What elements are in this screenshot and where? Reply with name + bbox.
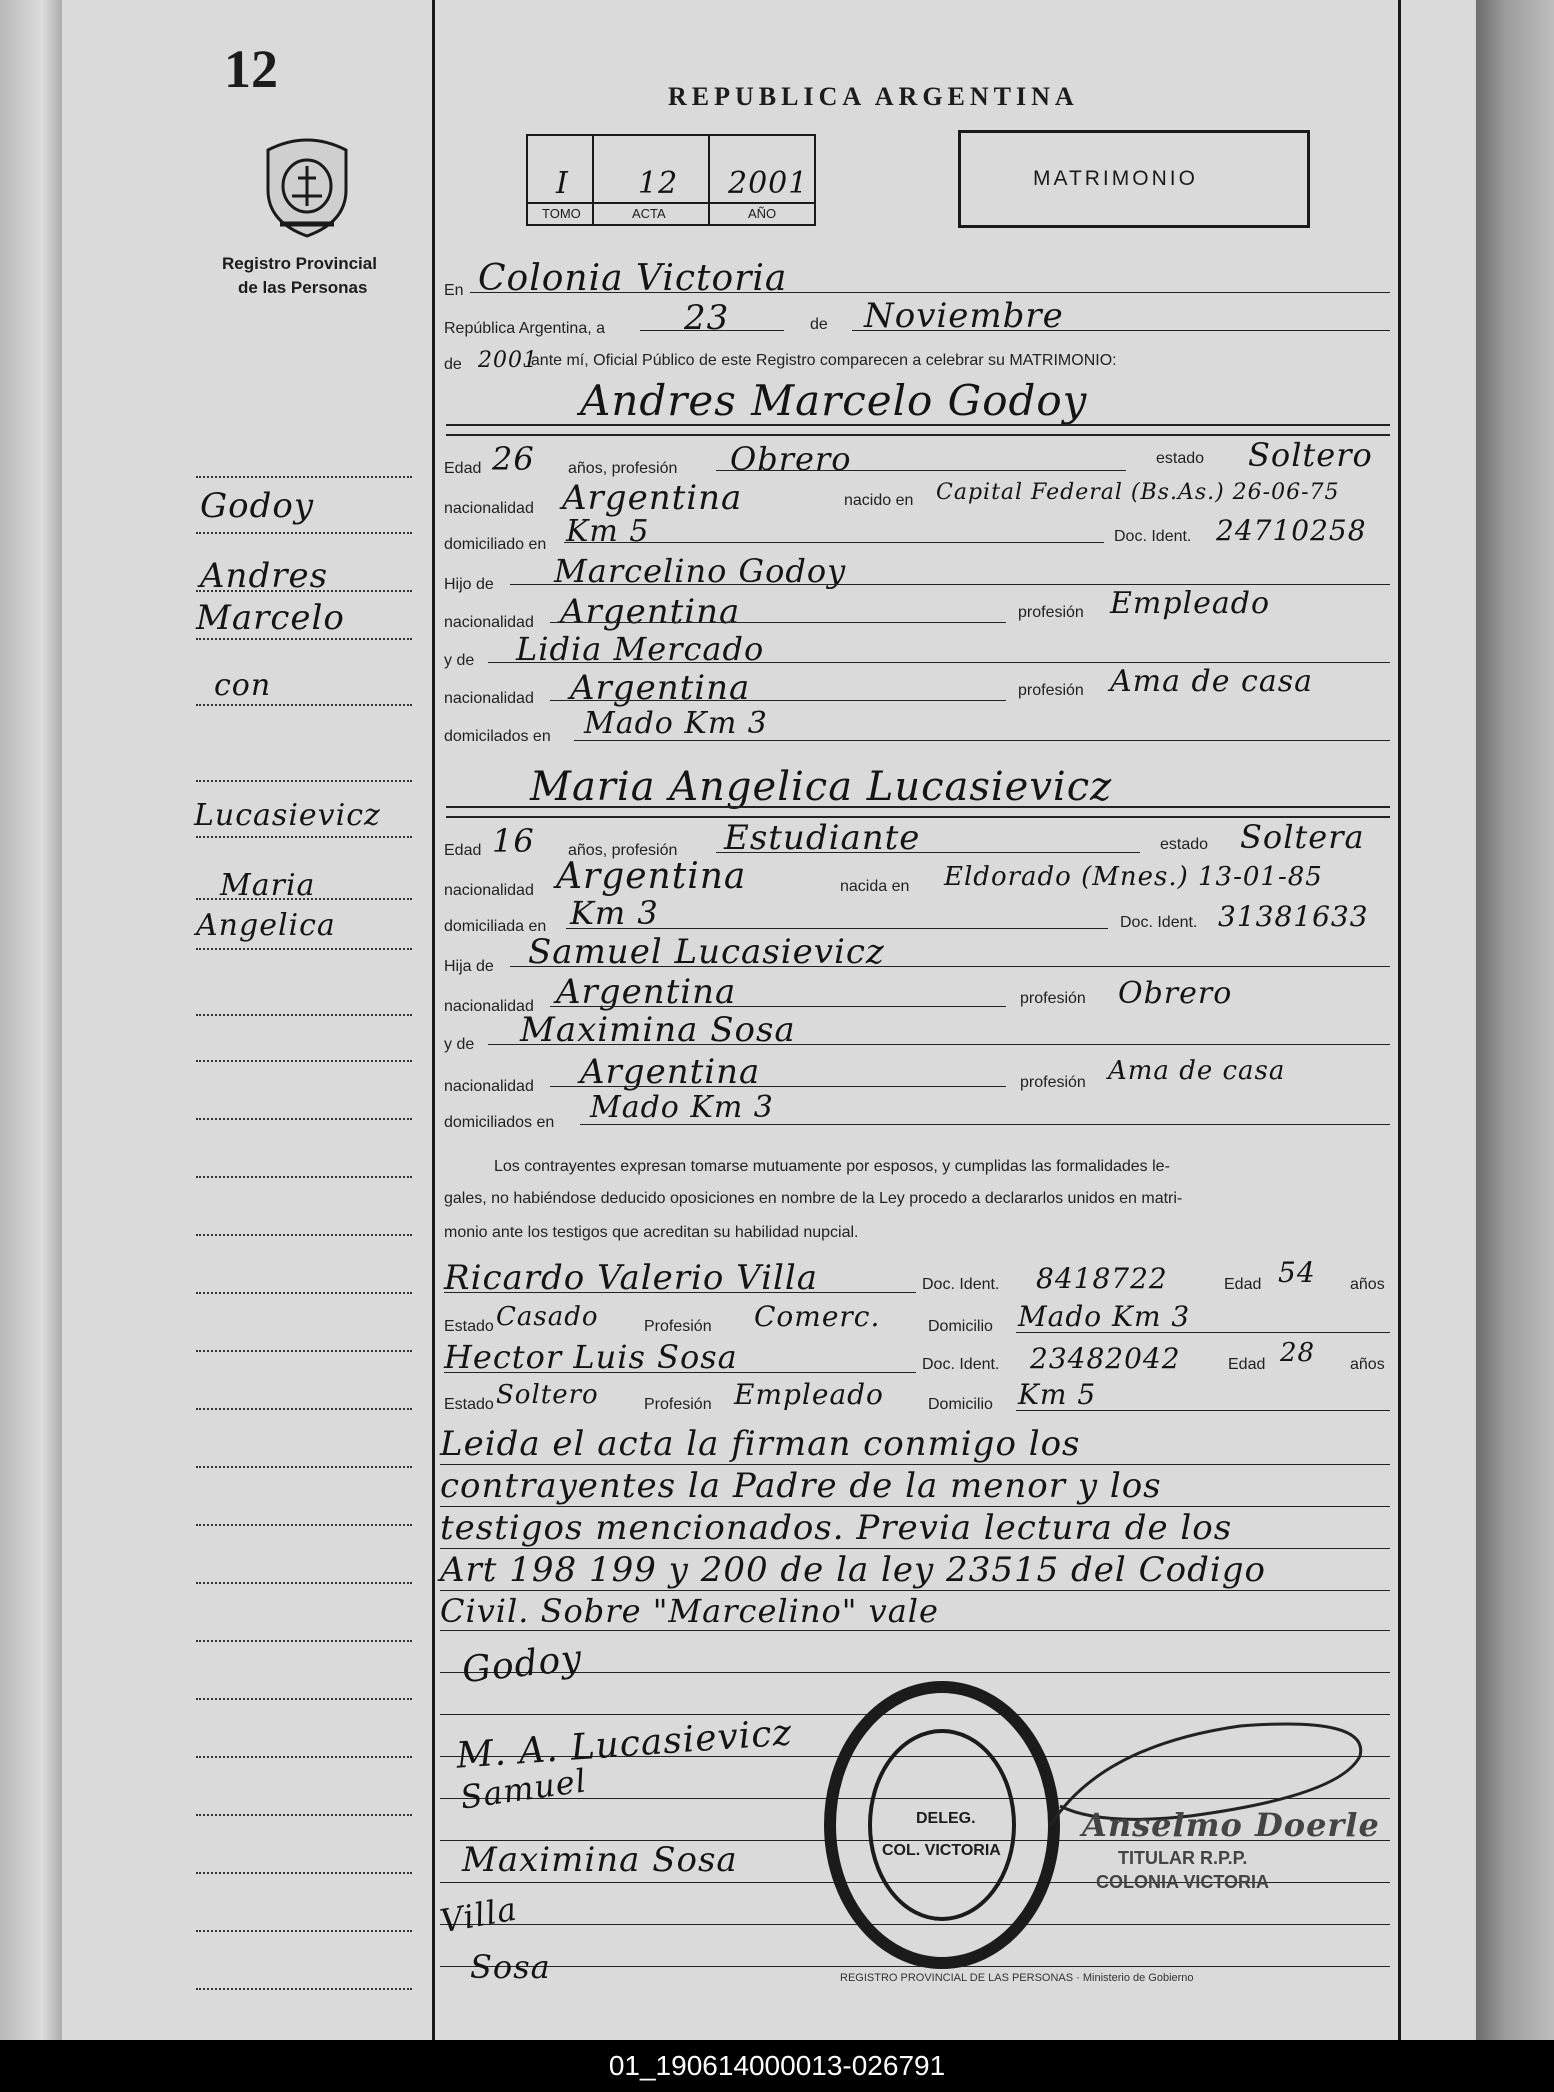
bride-doc-label: Doc. Ident.	[1120, 914, 1198, 931]
signature: Villa	[437, 1889, 521, 1941]
seal-center-2: COL. VICTORIA	[882, 1842, 1001, 1859]
margin-note: Andres	[200, 556, 329, 596]
rule	[852, 330, 1390, 331]
groom-dom-padres-label: domicilados en	[444, 728, 551, 745]
margin-note: Angelica	[196, 908, 336, 943]
margin-rule	[196, 1698, 412, 1700]
bride-yde-label: y de	[444, 1036, 475, 1053]
country-title: REPUBLICA ARGENTINA	[668, 82, 1079, 111]
witness-1-edad: 54	[1278, 1256, 1316, 1289]
bride-domicilio: Km 3	[570, 894, 659, 932]
groom-nacido: Capital Federal (Bs.As.) 26-06-75	[936, 480, 1340, 505]
groom-edad-label: Edad	[444, 460, 482, 477]
signature: Sosa	[470, 1948, 551, 1986]
margin-rule	[196, 1408, 412, 1410]
left-divider	[432, 0, 435, 2040]
witness-1-edad-label: Edad	[1224, 1276, 1262, 1293]
groom-yde-label: y de	[444, 652, 475, 669]
rule	[1016, 1332, 1390, 1333]
bride-anos-label: años, profesión	[568, 842, 678, 859]
margin-rule	[196, 948, 412, 950]
margin-rule	[196, 1014, 412, 1016]
groom-profesion: Obrero	[730, 440, 852, 478]
closing-line-4: Art 198 199 y 200 de la ley 23515 del Codigo	[440, 1550, 1266, 1590]
bride-prof-madre-label: profesión	[1020, 1074, 1086, 1091]
signature: M. A. Lucasievicz	[454, 1712, 794, 1777]
rule	[440, 1590, 1390, 1591]
groom-doc: 24710258	[1216, 514, 1367, 547]
image-id: 01_190614000013-026791	[608, 2050, 946, 2081]
witness-2-profesion: Empleado	[734, 1378, 884, 1411]
margin-rule	[196, 532, 412, 534]
witness-2-edad-label: Edad	[1228, 1356, 1266, 1373]
bride-estado: Soltera	[1240, 818, 1365, 856]
margin-rule	[196, 1176, 412, 1178]
registry-name-1: Registro Provincial	[222, 254, 377, 273]
act-type-box	[958, 130, 1310, 228]
bride-estado-label: estado	[1160, 836, 1209, 853]
rule	[440, 1548, 1390, 1549]
groom-anos-label: años, profesión	[568, 460, 678, 477]
rule	[510, 584, 1390, 585]
act-type: MATRIMONIO	[1033, 167, 1198, 190]
groom-nac-label: nacionalidad	[444, 500, 534, 517]
republica-label: República Argentina, a	[444, 320, 605, 337]
bride-edad: 16	[492, 822, 535, 860]
witness-1-doc: 8418722	[1036, 1262, 1168, 1295]
groom-nacionalidad: Argentina	[562, 478, 743, 518]
bride-dom-label: domiciliada en	[444, 918, 547, 935]
margin-rule	[196, 638, 412, 640]
ano-label: AÑO	[748, 206, 777, 221]
rule	[440, 1464, 1390, 1465]
day: 23	[684, 298, 730, 338]
month: Noviembre	[864, 296, 1064, 336]
rule	[640, 330, 784, 331]
rule	[716, 852, 1140, 853]
ano-value: 2001	[728, 166, 809, 201]
margin-rule	[196, 1930, 412, 1932]
rule	[446, 424, 1390, 426]
witness-1-anos-label: años	[1350, 1276, 1385, 1293]
groom-prof-padre: Empleado	[1110, 586, 1271, 621]
margin-rule	[196, 1060, 412, 1062]
witness-1-estado-label: Estado	[444, 1318, 494, 1335]
witness-2-estado: Soltero	[496, 1380, 599, 1410]
closing-line-3: testigos mencionados. Previa lectura de los	[440, 1508, 1233, 1548]
witness-1-profesion: Comerc.	[754, 1300, 881, 1333]
acta-value: 12	[638, 166, 679, 201]
margin-note: con	[214, 668, 272, 703]
declaration-line-1: Los contrayentes expresan tomarse mutuamente por esposos, y cumplidas las formalidades le-	[494, 1158, 1170, 1175]
margin-rule	[196, 836, 412, 838]
margin-rule	[196, 476, 412, 478]
acta-label: ACTA	[632, 206, 666, 221]
witness-2-prof-label: Profesión	[644, 1396, 712, 1413]
margin-rule	[196, 1118, 412, 1120]
bride-nac-padre: Argentina	[556, 972, 737, 1012]
groom-domicilio: Km 5	[566, 514, 650, 549]
margin-rule	[196, 1292, 412, 1294]
margin-rule	[196, 704, 412, 706]
witness-1-estado: Casado	[496, 1302, 599, 1332]
groom-dom-padres: Mado Km 3	[584, 706, 768, 741]
margin-note: Lucasievicz	[194, 798, 381, 833]
de19-label: de	[444, 356, 462, 373]
groom-dom-label: domiciliado en	[444, 536, 547, 553]
bride-nac-madre: Argentina	[580, 1052, 761, 1092]
year: 2001	[478, 348, 538, 373]
groom-edad: 26	[492, 440, 535, 478]
groom-madre: Lidia Mercado	[516, 630, 765, 668]
bride-madre: Maximina Sosa	[520, 1010, 796, 1050]
margin-rule	[196, 1988, 412, 1990]
witness-2-anos-label: años	[1350, 1356, 1385, 1373]
bride-prof-padre-label: profesión	[1020, 990, 1086, 1007]
rule	[550, 622, 1006, 623]
margin-note: Marcelo	[196, 598, 345, 638]
en-label: En	[444, 282, 464, 299]
ante-text: , ante mí, Oficial Público de este Registro comparecen a celebrar su MATRIMONIO:	[522, 352, 1117, 369]
bride-edad-label: Edad	[444, 842, 482, 859]
declaration-line-3: monio ante los testigos que acreditan su habilidad nupcial.	[444, 1224, 859, 1241]
rule	[488, 1044, 1390, 1045]
rule	[446, 806, 1390, 808]
margin-rule	[196, 1350, 412, 1352]
rule	[550, 700, 1006, 701]
groom-doc-label: Doc. Ident.	[1114, 528, 1192, 545]
bride-nac-label: nacionalidad	[444, 882, 534, 899]
official-office: COLONIA VICTORIA	[1096, 1872, 1270, 1892]
closing-line-1: Leida el acta la firman conmigo los	[440, 1424, 1081, 1464]
groom-prof-padre-label: profesión	[1018, 604, 1084, 621]
rule	[550, 1086, 1006, 1087]
groom-prof-madre-label: profesión	[1018, 682, 1084, 699]
groom-estado-label: estado	[1156, 450, 1205, 467]
margin-note: Maria	[220, 868, 316, 903]
groom-nac-padre-label: nacionalidad	[444, 614, 534, 631]
groom-estado: Soltero	[1248, 436, 1373, 474]
rule	[440, 1506, 1390, 1507]
margin-rule	[196, 1466, 412, 1468]
bride-doc: 31381633	[1218, 900, 1369, 933]
margin-note: Godoy	[200, 486, 315, 526]
page-edge	[1476, 0, 1554, 2040]
bride-nac-madre-label: nacionalidad	[444, 1078, 534, 1095]
bride-prof-madre: Ama de casa	[1108, 1056, 1286, 1086]
bride-profesion: Estudiante	[724, 818, 921, 858]
bride-hija-label: Hija de	[444, 958, 494, 975]
rule	[574, 740, 1390, 741]
rule	[440, 1630, 1390, 1631]
bride-nacida-label: nacida en	[840, 878, 910, 895]
bride-nac-padre-label: nacionalidad	[444, 998, 534, 1015]
rule	[716, 470, 1126, 471]
groom-nac-padre: Argentina	[560, 592, 741, 632]
registry-name-2: de las Personas	[238, 278, 368, 297]
witness-2-name: Hector Luis Sosa	[444, 1338, 738, 1376]
rule	[566, 928, 1108, 929]
tomo-value: I	[556, 166, 569, 201]
bride-name: Maria Angelica Lucasievicz	[530, 764, 1113, 810]
groom-hijo-label: Hijo de	[444, 576, 494, 593]
witness-2-doc-label: Doc. Ident.	[922, 1356, 1000, 1373]
margin-rule	[196, 1640, 412, 1642]
seal-center-1: DELEG.	[916, 1810, 976, 1827]
rule	[444, 1292, 916, 1293]
margin-rule	[196, 1872, 412, 1874]
witness-2-dom-label: Domicilio	[928, 1396, 993, 1413]
bride-nacionalidad: Argentina	[556, 856, 747, 897]
margin-rule	[196, 1756, 412, 1758]
rule	[510, 966, 1390, 967]
rule	[470, 292, 1390, 293]
witness-1-prof-label: Profesión	[644, 1318, 712, 1335]
acta-reference-box	[526, 134, 816, 226]
bride-nacida: Eldorado (Mnes.) 13-01-85	[944, 862, 1323, 892]
signature: Maximina Sosa	[462, 1840, 738, 1880]
bride-dom-padres-label: domiciliados en	[444, 1114, 555, 1131]
bride-prof-padre: Obrero	[1118, 976, 1233, 1011]
margin-rule	[196, 1234, 412, 1236]
margin-rule	[196, 1814, 412, 1816]
groom-padre: Marcelino Godoy	[554, 552, 847, 590]
official-signature: Anselmo Doerle	[1082, 1806, 1380, 1844]
witness-2-edad: 28	[1280, 1338, 1316, 1368]
rule	[564, 542, 1104, 543]
bride-padre: Samuel Lucasievicz	[528, 932, 885, 972]
provincial-emblem-icon	[258, 130, 356, 238]
right-divider	[1398, 0, 1401, 2040]
groom-nac-madre-label: nacionalidad	[444, 690, 534, 707]
place: Colonia Victoria	[478, 258, 788, 299]
margin-rule	[196, 780, 412, 782]
tomo-label: TOMO	[542, 206, 581, 221]
witness-1-doc-label: Doc. Ident.	[922, 1276, 1000, 1293]
closing-line-5: Civil. Sobre "Marcelino" vale	[440, 1592, 939, 1630]
page-number: 12	[224, 39, 278, 99]
official-title: TITULAR R.P.P.	[1118, 1848, 1248, 1868]
margin-rule	[196, 1582, 412, 1584]
witness-1-dom-label: Domicilio	[928, 1318, 993, 1335]
margin-rule	[196, 1524, 412, 1526]
de-label: de	[810, 316, 828, 333]
rule	[488, 662, 1390, 663]
bride-dom-padres: Mado Km 3	[590, 1090, 774, 1125]
groom-name: Andres Marcelo Godoy	[580, 376, 1088, 425]
witness-2-doc: 23482042	[1030, 1342, 1181, 1375]
closing-line-2: contrayentes la Padre de la menor y los	[440, 1466, 1162, 1506]
groom-nac-madre: Argentina	[570, 668, 751, 708]
rule	[550, 1006, 1006, 1007]
rule	[1016, 1410, 1390, 1411]
witness-1-domicilio: Mado Km 3	[1018, 1300, 1191, 1333]
declaration-line-2: gales, no habiéndose deducido oposiciones en nombre de la Ley procedo a declararlos unidos en matri-	[444, 1190, 1183, 1207]
groom-prof-madre: Ama de casa	[1110, 664, 1313, 699]
seal-ring-text: REGISTRO PROVINCIAL DE LAS PERSONAS · Ministerio de Gobierno	[840, 1972, 1194, 1984]
witness-1-name: Ricardo Valerio Villa	[444, 1258, 819, 1298]
witness-2-estado-label: Estado	[444, 1396, 494, 1413]
rule	[580, 1124, 1390, 1125]
book-spine	[0, 0, 70, 2040]
image-id-bar	[0, 2040, 1554, 2092]
rule	[444, 1372, 916, 1373]
signature: Godoy	[460, 1637, 585, 1692]
signature: Samuel	[457, 1761, 590, 1817]
witness-2-domicilio: Km 5	[1018, 1378, 1097, 1411]
groom-nacido-label: nacido en	[844, 492, 914, 509]
